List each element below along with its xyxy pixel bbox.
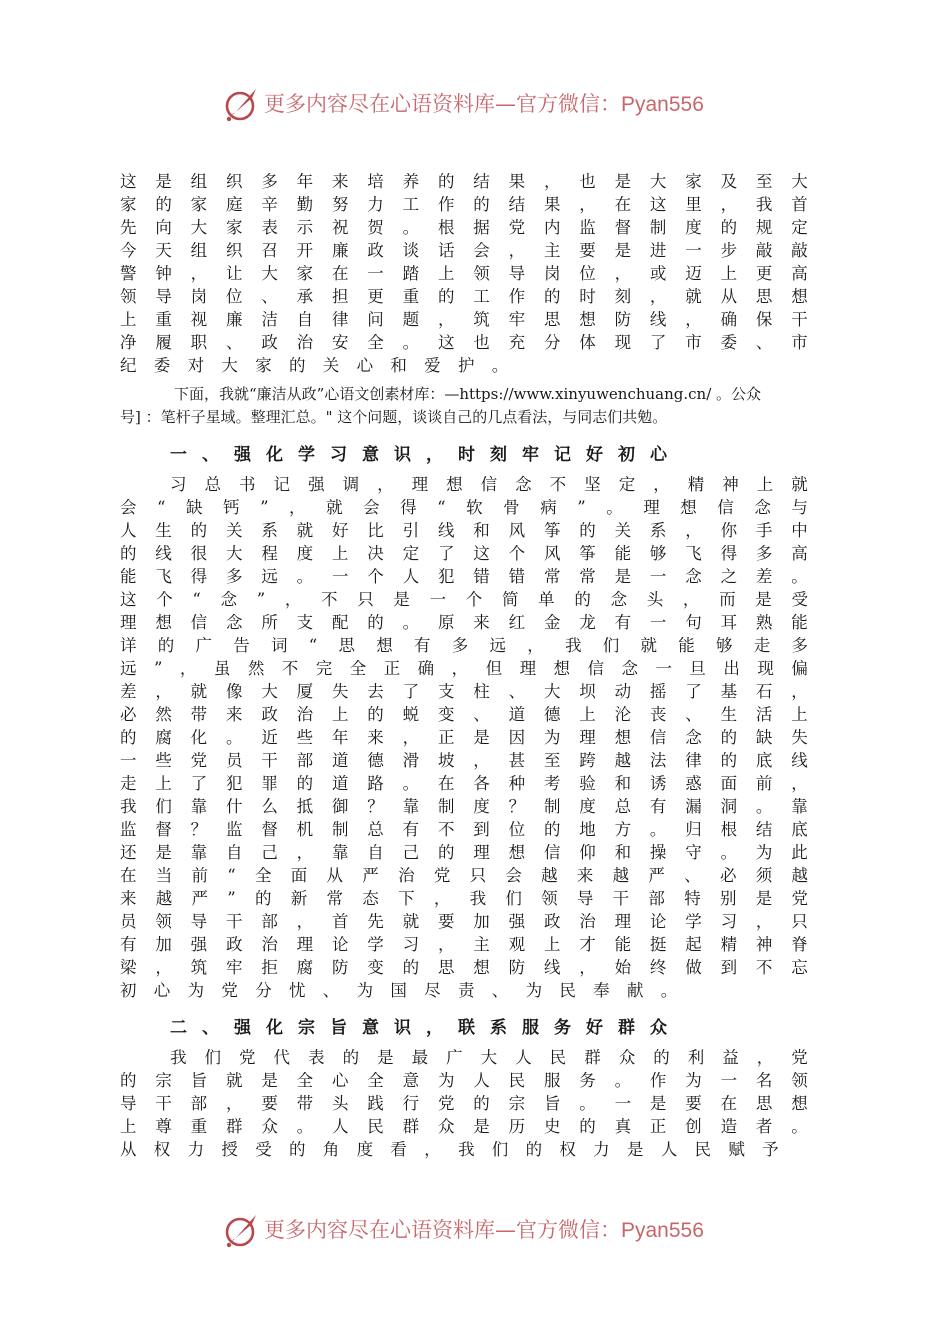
text-line: 今 天 组 织 召 开 廉 政 谈 话 会 ， 主 要 是 进 一 步 敲 敲	[120, 241, 808, 260]
text-line: 能 飞 得 多 远 。 一 个 人 犯 错 错 常 常 是 一 念 之 差 。	[120, 567, 808, 586]
text-line: 习 总 书 记 强 调 ， 理 想 信 念 不 坚 定 ， 精 神 上 就	[170, 475, 808, 494]
text-line: 详 的 广 告 词 “ 思 想 有 多 远 ， 我 们 就 能 够 走 多	[120, 636, 808, 655]
paragraph-2	[120, 377, 808, 429]
banner-wechat-id: Pyan556	[621, 93, 704, 116]
text-line: 的 腐 化 。 近 些 年 来 ， 正 是 因 为 理 想 信 念 的 缺 失	[120, 728, 808, 747]
text-line: 走 上 了 犯 罪 的 道 路 。 在 各 种 考 验 和 诱 惑 面 前 ，	[120, 774, 808, 793]
text-line: 导 干 部 ， 要 带 头 践 行 党 的 宗 旨 。 一 是 要 在 思 想	[120, 1094, 808, 1113]
text-line: 理 想 信 念 所 支 配 的 。 原 来 红 金 龙 有 一 句 耳 熟 能	[120, 613, 808, 632]
section-1-paragraph	[120, 473, 808, 1002]
text-line: 差 ， 就 像 大 厦 失 去 了 支 柱 、 大 坝 动 摇 了 基 石 ，	[120, 682, 808, 701]
text-line: 从 权 力 授 受 的 角 度 看 ， 我 们 的 权 力 是 人 民 赋 予	[120, 1140, 779, 1159]
text-line: 远 ” ， 虽 然 不 完 全 正 确 ， 但 理 想 信 念 一 旦 出 现 偏	[120, 659, 808, 678]
intro-paragraph	[120, 170, 808, 377]
paragraph-2-line-1: 下面，我就“廉洁从政”心语文创素材库：—https://www.xinyuwenchuang.cn/ 。公众	[174, 385, 762, 403]
text-line: 先 向 大 家 表 示 祝 贺 。 根 据 党 内 监 督 制 度 的 规 定	[120, 218, 808, 237]
footer-banner	[0, 1208, 950, 1252]
text-line: 我 们 靠 什 么 抵 御 ？ 靠 制 度 ？ 制 度 总 有 漏 洞 。 靠	[120, 797, 808, 816]
text-line: 这 是 组 织 多 年 来 培 养 的 结 果 ， 也 是 大 家 及 至 大	[120, 172, 808, 191]
text-line: 上 重 视 廉 洁 自 律 问 题 ， 筑 牢 思 想 防 线 ， 确 保 干	[120, 310, 808, 329]
text-line: 警 钟 ， 让 大 家 在 一 踏 上 领 导 岗 位 ， 或 迈 上 更 高	[120, 264, 808, 283]
quill-pen-logo-icon	[222, 1210, 262, 1250]
text-line: 一 些 党 员 干 部 道 德 滑 坡 ， 甚 至 跨 越 法 律 的 底 线	[120, 751, 808, 770]
footer-banner-slogan: 更多内容尽在心语资料库—官方微信：	[264, 1218, 621, 1242]
footer-banner-text	[264, 1216, 704, 1245]
text-line: 上 尊 重 群 众 。 人 民 群 众 是 历 史 的 真 正 创 造 者 。	[120, 1117, 808, 1136]
text-line: 的 线 很 大 程 度 上 决 定 了 这 个 风 筝 能 够 飞 得 多 高	[120, 544, 808, 563]
text-line: 我 们 党 代 表 的 是 最 广 大 人 民 群 众 的 利 益 ， 党	[170, 1048, 808, 1067]
text-line: 人 生 的 关 系 就 好 比 引 线 和 风 筝 的 关 系 ， 你 手 中	[120, 521, 808, 540]
text-line: 纪 委 对 大 家 的 关 心 和 爱 护 。	[120, 356, 509, 375]
text-line: 家 的 家 庭 辛 勤 努 力 工 作 的 结 果 ， 在 这 里 ， 我 首	[120, 195, 808, 214]
text-line: 领 导 岗 位 、 承 担 更 重 的 工 作 的 时 刻 ， 就 从 思 想	[120, 287, 808, 306]
text-line: 监 督 ？ 监 督 机 制 总 有 不 到 位 的 地 方 。 归 根 结 底	[120, 820, 808, 839]
document-body	[120, 170, 808, 1161]
text-line: 这 个 “ 念 ” ， 不 只 是 一 个 简 单 的 念 头 ， 而 是 受	[120, 590, 808, 609]
section-heading-1: 一 、 强 化 学 习 意 识 ， 时 刻 牢 记 好 初 心	[170, 445, 667, 465]
quill-pen-logo-icon	[222, 84, 262, 124]
text-line: 初 心 为 党 分 忧 、 为 国 尽 责 、 为 民 奉 献 。	[120, 981, 678, 1000]
header-banner	[0, 82, 950, 126]
section-heading-2: 二 、 强 化 宗 旨 意 识 ， 联 系 服 务 好 群 众	[170, 1018, 667, 1038]
text-line: 净 履 职 、 政 治 安 全 。 这 也 充 分 体 现 了 市 委 、 市	[120, 333, 808, 352]
text-line: 会 “ 缺 钙 ” ， 就 会 得 “ 软 骨 病 ” 。 理 想 信 念 与	[120, 498, 808, 517]
text-line: 必 然 带 来 政 治 上 的 蜕 变 、 道 德 上 沦 丧 、 生 活 上	[120, 705, 808, 724]
text-line: 的 宗 旨 就 是 全 心 全 意 为 人 民 服 务 。 作 为 一 名 领	[120, 1071, 808, 1090]
footer-banner-wechat-id: Pyan556	[621, 1219, 704, 1242]
text-line: 来 越 严 ” 的 新 常 态 下 ， 我 们 领 导 干 部 特 别 是 党	[120, 889, 808, 908]
banner-text	[264, 90, 704, 119]
text-line: 梁 ， 筑 牢 拒 腐 防 变 的 思 想 防 线 ， 始 终 做 到 不 忘	[120, 958, 808, 977]
text-line: 员 领 导 干 部 ， 首 先 就 要 加 强 政 治 理 论 学 习 ， 只	[120, 912, 808, 931]
section-2-paragraph	[120, 1046, 808, 1161]
text-line: 有 加 强 政 治 理 论 学 习 ， 主 观 上 才 能 挺 起 精 神 脊	[120, 935, 808, 954]
text-line: 还 是 靠 自 己 ， 靠 自 己 的 理 想 信 仰 和 操 守 。 为 此	[120, 843, 808, 862]
banner-slogan: 更多内容尽在心语资料库—官方微信：	[264, 92, 621, 116]
text-line: 在 当 前 “ 全 面 从 严 治 党 只 会 越 来 越 严 、 必 须 越	[120, 866, 808, 885]
paragraph-2-line-2: 号] ：笔杆子星域。整理汇总。" 这个问题，谈谈自己的几点看法，与同志们共勉。	[120, 408, 668, 426]
